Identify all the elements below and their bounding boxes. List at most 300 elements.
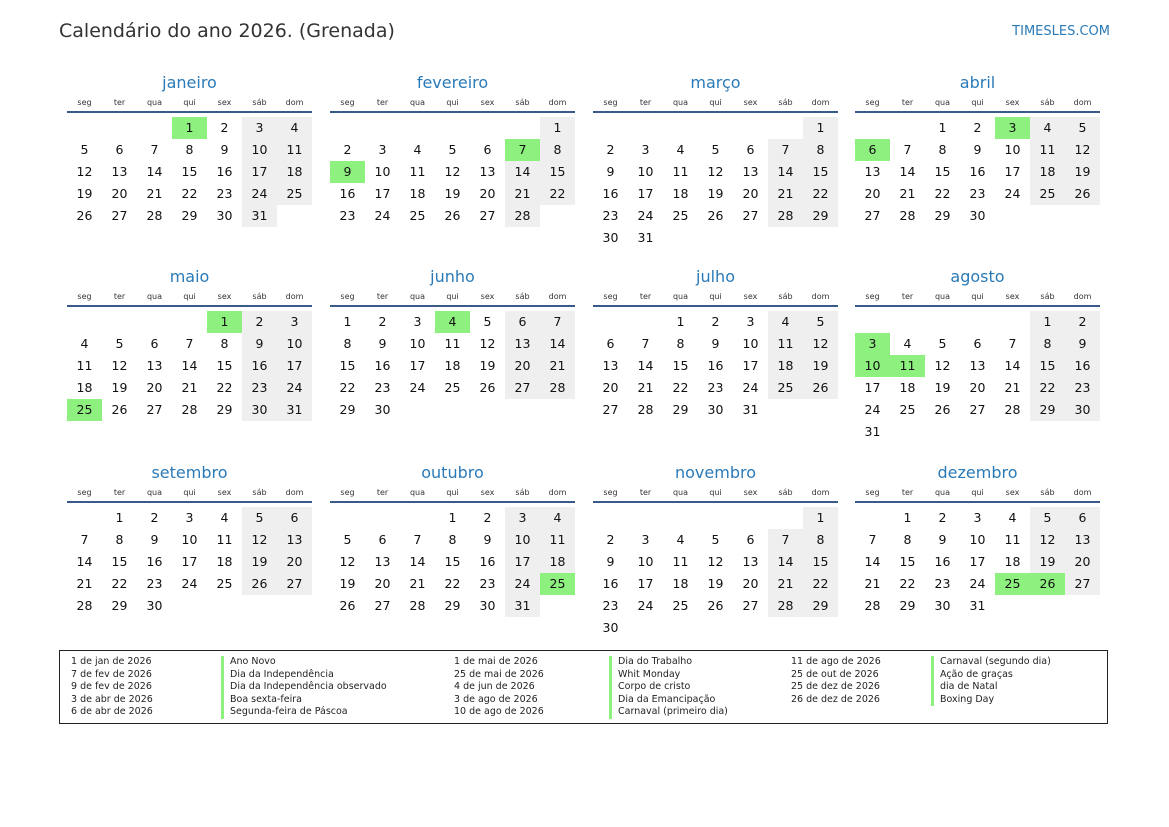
day-cell: 16: [374, 358, 391, 373]
month-name: agosto: [950, 267, 1005, 286]
day-cell: 14: [864, 554, 881, 569]
weekday-label: qui: [446, 488, 459, 497]
weekday-label: sáb: [1040, 292, 1055, 301]
day-cell: 15: [444, 554, 461, 569]
day-cell: 3: [746, 314, 755, 329]
day-cell: 20: [146, 380, 163, 395]
day-grid: [67, 507, 312, 617]
day-cell: 24: [242, 183, 277, 205]
day-cell: 8: [220, 336, 229, 351]
day-cell: 12: [803, 333, 838, 355]
weekday-label: dom: [811, 488, 830, 497]
weekday-label: qua: [934, 98, 951, 107]
day-cell: 31: [742, 402, 759, 417]
day-cell: 22: [803, 183, 838, 205]
day-grid: [855, 311, 1100, 443]
day-cell: 30: [602, 620, 619, 635]
weekday-label: ter: [901, 292, 914, 301]
weekday-label: sáb: [778, 488, 793, 497]
legend-names-column: [931, 656, 1051, 706]
day-cell: 6: [150, 336, 159, 351]
weekday-label: ter: [376, 98, 389, 107]
weekday-label: seg: [865, 488, 880, 497]
day-cell: 15: [181, 164, 198, 179]
day-cell: 7: [413, 532, 422, 547]
day-cell: 13: [969, 358, 986, 373]
day-cell: 14: [768, 161, 803, 183]
site-link[interactable]: TIMESLES.COM: [1012, 24, 1110, 39]
legend-holiday-name: dia de Natal: [931, 681, 1051, 694]
day-cell: 29: [803, 595, 838, 617]
empty-cell: [330, 117, 365, 139]
month-2: [330, 73, 575, 227]
day-cell: 29: [899, 598, 916, 613]
day-grid: [855, 507, 1100, 617]
weekday-label: seg: [77, 488, 92, 497]
weekday-label: dom: [811, 292, 830, 301]
day-cell: 5: [448, 142, 457, 157]
legend-date: 9 de fev de 2026: [71, 681, 152, 692]
weekday-label: qui: [446, 98, 459, 107]
legend-names-column: [221, 656, 387, 719]
day-cell: 21: [864, 576, 881, 591]
day-cell: 2: [343, 142, 352, 157]
legend-holiday-name: Ação de graças: [931, 669, 1051, 682]
day-cell: 7: [903, 142, 912, 157]
day-cell: 12: [76, 164, 93, 179]
weekday-label: sex: [1005, 98, 1020, 107]
month-1: [67, 73, 312, 227]
weekday-label: qui: [971, 292, 984, 301]
day-cell: 10: [742, 336, 759, 351]
day-cell: 6: [505, 311, 540, 333]
day-cell: 20: [864, 186, 881, 201]
day-cell: 24: [864, 402, 881, 417]
legend-holiday-name: Carnaval (segundo dia): [931, 656, 1051, 669]
weekday-label: ter: [639, 488, 652, 497]
holiday-day: 4: [435, 311, 470, 333]
day-cell: 4: [413, 142, 422, 157]
day-cell: 20: [479, 186, 496, 201]
day-cell: 27: [969, 402, 986, 417]
day-cell: 22: [934, 186, 951, 201]
empty-cell: [593, 311, 628, 333]
day-cell: 27: [479, 208, 496, 223]
weekday-label: qui: [709, 98, 722, 107]
day-cell: 2: [606, 532, 615, 547]
day-cell: 11: [444, 336, 461, 351]
day-cell: 13: [505, 333, 540, 355]
day-cell: 17: [409, 358, 426, 373]
day-cell: 27: [602, 402, 619, 417]
day-cell: 23: [1065, 377, 1100, 399]
day-cell: 8: [1030, 333, 1065, 355]
weekday-label: qua: [672, 292, 689, 301]
day-cell: 26: [479, 380, 496, 395]
weekday-label: sáb: [1040, 98, 1055, 107]
day-cell: 12: [242, 529, 277, 551]
holiday-day: 6: [855, 139, 890, 161]
month-5: [67, 267, 312, 421]
day-cell: 27: [742, 208, 759, 223]
day-cell: 10: [374, 164, 391, 179]
legend-holiday-name: Whit Monday: [609, 669, 728, 682]
holiday-day: 7: [505, 139, 540, 161]
empty-cell: [67, 117, 102, 139]
day-cell: 22: [540, 183, 575, 205]
legend-holiday-name: Corpo de cristo: [609, 681, 728, 694]
day-cell: 16: [1065, 355, 1100, 377]
day-cell: 11: [672, 554, 689, 569]
day-cell: 26: [339, 598, 356, 613]
weekday-label: ter: [639, 98, 652, 107]
day-cell: 25: [672, 598, 689, 613]
day-cell: 25: [899, 402, 916, 417]
day-cell: 20: [969, 380, 986, 395]
day-cell: 7: [1008, 336, 1017, 351]
day-cell: 13: [742, 164, 759, 179]
day-cell: 10: [1004, 142, 1021, 157]
day-cell: 10: [181, 532, 198, 547]
day-cell: 29: [111, 598, 128, 613]
day-cell: 22: [339, 380, 356, 395]
month-name: dezembro: [937, 463, 1018, 482]
weekday-header: [593, 95, 838, 113]
day-cell: 19: [803, 355, 838, 377]
weekday-header: [330, 289, 575, 307]
day-cell: 11: [1030, 139, 1065, 161]
day-cell: 13: [277, 529, 312, 551]
legend-holiday-name: Boxing Day: [931, 694, 1051, 707]
day-cell: 16: [602, 186, 619, 201]
weekday-label: sex: [480, 292, 495, 301]
day-cell: 30: [602, 230, 619, 245]
day-cell: 9: [606, 554, 615, 569]
day-cell: 4: [676, 142, 685, 157]
day-cell: 23: [339, 208, 356, 223]
day-cell: 7: [540, 311, 575, 333]
day-cell: 22: [216, 380, 233, 395]
holiday-day: 26: [1030, 573, 1065, 595]
day-cell: 15: [672, 358, 689, 373]
empty-cell: [768, 507, 803, 529]
weekday-label: seg: [340, 488, 355, 497]
day-cell: 27: [146, 402, 163, 417]
weekday-label: qui: [971, 98, 984, 107]
weekday-label: sáb: [252, 98, 267, 107]
day-cell: 7: [641, 336, 650, 351]
day-cell: 26: [111, 402, 128, 417]
weekday-label: seg: [603, 98, 618, 107]
day-cell: 12: [339, 554, 356, 569]
legend-date: 3 de ago de 2026: [454, 693, 538, 705]
day-grid: [67, 311, 312, 421]
empty-cell: [628, 507, 663, 529]
day-cell: 14: [540, 333, 575, 355]
day-cell: 9: [378, 336, 387, 351]
day-cell: 30: [479, 598, 496, 613]
legend-holiday-name: Boa sexta-feira: [221, 694, 387, 707]
day-cell: 29: [1030, 399, 1065, 421]
day-cell: 9: [150, 532, 159, 547]
day-cell: 26: [76, 208, 93, 223]
holiday-day: 25: [995, 573, 1030, 595]
day-cell: 5: [803, 311, 838, 333]
day-cell: 18: [672, 186, 689, 201]
empty-cell: [628, 311, 663, 333]
weekday-label: ter: [639, 292, 652, 301]
day-cell: 18: [444, 358, 461, 373]
day-cell: 16: [707, 358, 724, 373]
day-cell: 26: [707, 208, 724, 223]
day-cell: 28: [409, 598, 426, 613]
empty-cell: [593, 117, 628, 139]
weekday-label: sex: [480, 98, 495, 107]
day-cell: 24: [637, 208, 654, 223]
day-cell: 21: [146, 186, 163, 201]
day-cell: 18: [672, 576, 689, 591]
holiday-day: 3: [995, 117, 1030, 139]
weekday-label: dom: [1073, 488, 1092, 497]
weekday-label: seg: [340, 292, 355, 301]
legend-names-column: [609, 656, 728, 719]
day-cell: 21: [540, 355, 575, 377]
day-cell: 6: [973, 336, 982, 351]
day-cell: 10: [969, 532, 986, 547]
empty-cell: [365, 507, 400, 529]
day-cell: 14: [1004, 358, 1021, 373]
day-cell: 16: [969, 164, 986, 179]
day-cell: 7: [185, 336, 194, 351]
weekday-label: ter: [113, 98, 126, 107]
day-cell: 24: [374, 208, 391, 223]
day-cell: 5: [483, 314, 492, 329]
day-cell: 3: [973, 510, 982, 525]
day-cell: 20: [1065, 551, 1100, 573]
day-cell: 28: [864, 598, 881, 613]
day-cell: 19: [111, 380, 128, 395]
day-cell: 30: [934, 598, 951, 613]
day-cell: 27: [742, 598, 759, 613]
day-cell: 30: [969, 208, 986, 223]
day-cell: 13: [111, 164, 128, 179]
empty-cell: [628, 117, 663, 139]
empty-cell: [505, 117, 540, 139]
day-cell: 18: [409, 186, 426, 201]
weekday-label: sex: [480, 488, 495, 497]
day-cell: 11: [76, 358, 93, 373]
day-cell: 28: [637, 402, 654, 417]
day-cell: 31: [864, 424, 881, 439]
weekday-label: sex: [1005, 488, 1020, 497]
day-cell: 19: [242, 551, 277, 573]
day-cell: 22: [899, 576, 916, 591]
day-cell: 22: [181, 186, 198, 201]
day-cell: 9: [1065, 333, 1100, 355]
weekday-label: qua: [146, 488, 163, 497]
weekday-label: dom: [285, 488, 304, 497]
empty-cell: [330, 507, 365, 529]
day-cell: 28: [540, 377, 575, 399]
day-cell: 28: [1004, 402, 1021, 417]
day-cell: 15: [899, 554, 916, 569]
weekday-label: sex: [743, 98, 758, 107]
day-cell: 8: [540, 139, 575, 161]
legend-dates-column: [71, 656, 153, 719]
empty-cell: [365, 117, 400, 139]
weekday-label: qua: [934, 488, 951, 497]
day-cell: 5: [1030, 507, 1065, 529]
weekday-label: qui: [183, 98, 196, 107]
day-cell: 4: [1008, 510, 1017, 525]
weekday-label: dom: [1073, 292, 1092, 301]
day-cell: 12: [707, 164, 724, 179]
day-cell: 1: [903, 510, 912, 525]
page-title: Calendário do ano 2026. (Grenada): [59, 20, 395, 42]
weekday-header: [67, 289, 312, 307]
day-cell: 13: [1065, 529, 1100, 551]
day-cell: 17: [864, 380, 881, 395]
empty-cell: [400, 507, 435, 529]
day-cell: 17: [742, 358, 759, 373]
legend-date: 4 de jun de 2026: [454, 681, 535, 692]
day-cell: 4: [1030, 117, 1065, 139]
day-cell: 30: [707, 402, 724, 417]
weekday-label: sáb: [778, 98, 793, 107]
legend-holiday-name: Dia do Trabalho: [609, 656, 728, 669]
month-8: [855, 267, 1100, 443]
day-cell: 6: [115, 142, 124, 157]
month-12: [855, 463, 1100, 617]
day-cell: 2: [938, 510, 947, 525]
holiday-day: 3: [855, 333, 890, 355]
holiday-day: 11: [890, 355, 925, 377]
day-grid: [330, 507, 575, 617]
day-cell: 13: [374, 554, 391, 569]
day-cell: 23: [602, 208, 619, 223]
weekday-header: [330, 485, 575, 503]
day-cell: 2: [378, 314, 387, 329]
day-cell: 19: [1065, 161, 1100, 183]
day-cell: 20: [111, 186, 128, 201]
day-cell: 30: [146, 598, 163, 613]
day-cell: 8: [448, 532, 457, 547]
legend-date: 7 de fev de 2026: [71, 668, 152, 680]
weekday-header: [67, 485, 312, 503]
empty-cell: [102, 117, 137, 139]
day-cell: 22: [672, 380, 689, 395]
day-cell: 3: [185, 510, 194, 525]
day-cell: 5: [115, 336, 124, 351]
day-cell: 15: [1030, 355, 1065, 377]
weekday-label: ter: [901, 488, 914, 497]
day-cell: 30: [216, 208, 233, 223]
day-cell: 24: [409, 380, 426, 395]
legend-dates-column: [454, 656, 544, 719]
weekday-label: qua: [672, 488, 689, 497]
weekday-label: qua: [672, 98, 689, 107]
weekday-label: dom: [285, 98, 304, 107]
empty-cell: [400, 117, 435, 139]
day-cell: 9: [220, 142, 229, 157]
day-cell: 4: [676, 532, 685, 547]
weekday-label: ter: [376, 292, 389, 301]
day-cell: 29: [672, 402, 689, 417]
day-cell: 21: [899, 186, 916, 201]
empty-cell: [698, 117, 733, 139]
day-cell: 28: [146, 208, 163, 223]
day-cell: 27: [374, 598, 391, 613]
day-cell: 14: [181, 358, 198, 373]
day-cell: 24: [1004, 186, 1021, 201]
month-name: janeiro: [162, 73, 217, 92]
empty-cell: [435, 117, 470, 139]
day-cell: 5: [711, 532, 720, 547]
legend-holiday-name: Dia da Emancipação: [609, 694, 728, 707]
weekday-label: dom: [548, 488, 567, 497]
day-cell: 13: [479, 164, 496, 179]
holiday-day: 1: [207, 311, 242, 333]
day-cell: 16: [146, 554, 163, 569]
day-cell: 25: [409, 208, 426, 223]
legend-holiday-name: Dia da Independência: [221, 669, 387, 682]
weekday-header: [330, 95, 575, 113]
day-cell: 25: [444, 380, 461, 395]
day-cell: 5: [1065, 117, 1100, 139]
empty-cell: [925, 311, 960, 333]
weekday-label: sex: [217, 488, 232, 497]
day-cell: 14: [76, 554, 93, 569]
day-cell: 20: [742, 186, 759, 201]
day-cell: 3: [505, 507, 540, 529]
weekday-label: sex: [217, 292, 232, 301]
day-cell: 24: [969, 576, 986, 591]
weekday-label: seg: [77, 98, 92, 107]
day-cell: 15: [934, 164, 951, 179]
day-cell: 31: [242, 205, 277, 227]
day-cell: 11: [277, 139, 312, 161]
weekday-label: qui: [183, 488, 196, 497]
day-cell: 22: [1030, 377, 1065, 399]
holiday-day: 25: [540, 573, 575, 595]
day-cell: 12: [1065, 139, 1100, 161]
empty-cell: [995, 311, 1030, 333]
day-cell: 14: [637, 358, 654, 373]
day-cell: 25: [216, 576, 233, 591]
day-cell: 16: [479, 554, 496, 569]
day-cell: 22: [803, 573, 838, 595]
empty-cell: [102, 311, 137, 333]
day-cell: 2: [150, 510, 159, 525]
legend-dates-column: [791, 656, 881, 706]
day-cell: 15: [111, 554, 128, 569]
legend-date: 1 de jan de 2026: [71, 656, 152, 667]
weekday-label: ter: [113, 488, 126, 497]
empty-cell: [698, 507, 733, 529]
weekday-label: dom: [285, 292, 304, 301]
day-cell: 23: [969, 186, 986, 201]
day-cell: 20: [742, 576, 759, 591]
day-cell: 9: [711, 336, 720, 351]
day-cell: 15: [803, 551, 838, 573]
day-cell: 8: [803, 529, 838, 551]
weekday-label: qua: [409, 292, 426, 301]
weekday-label: qui: [709, 488, 722, 497]
day-cell: 30: [374, 402, 391, 417]
weekday-label: qui: [709, 292, 722, 301]
day-cell: 18: [540, 551, 575, 573]
day-cell: 20: [277, 551, 312, 573]
